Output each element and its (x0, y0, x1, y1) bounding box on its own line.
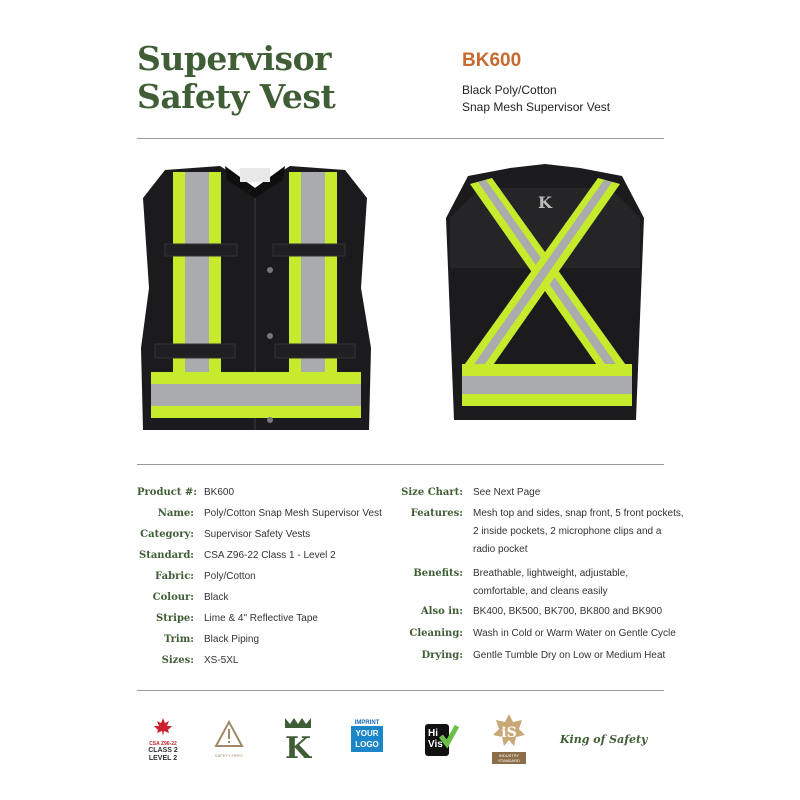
spec-label: Colour: (152, 592, 194, 603)
spec-label: Features: (410, 508, 463, 519)
king-k-logo (281, 716, 315, 760)
spec-row (137, 507, 382, 528)
spec-value: Gentle Tumble Dry on Low or Medium Heat (473, 650, 666, 661)
spec-label: Product #: (137, 487, 197, 498)
subtitle-line-1: Black Poly/Cotton (462, 83, 557, 97)
spec-row (395, 649, 684, 671)
hi-vis-badge (423, 720, 459, 758)
spec-value-line: Mesh top and sides, snap front, 5 front pockets, (473, 508, 684, 519)
spec-table-left (137, 486, 382, 675)
spec-row (395, 565, 684, 605)
industry-label: INDUSTRY (498, 753, 520, 758)
spec-label: Name: (157, 508, 194, 519)
warning-triangle-icon (214, 720, 244, 748)
spec-value: Supervisor Safety Vests (204, 529, 311, 540)
csa-level-label: LEVEL 2 (148, 755, 178, 762)
industry-standard-seal-icon (492, 713, 526, 747)
spec-label: Category: (140, 529, 194, 540)
spec-row (137, 549, 382, 570)
imprint-your-label: YOUR (355, 729, 379, 738)
spec-value-line: comfortable, and cleans easily (473, 586, 608, 597)
spec-row (137, 528, 382, 549)
spec-label: Cleaning: (409, 628, 463, 639)
spec-value: BK600 (204, 487, 235, 498)
spec-row (137, 570, 382, 591)
spec-value-line: 2 inside pockets, 2 microphone clips and a (473, 526, 662, 537)
maple-leaf-icon (153, 718, 173, 736)
svg-text:K: K (284, 731, 312, 760)
spec-row (395, 486, 684, 507)
spec-value (473, 505, 684, 565)
svg-text:iS: iS (501, 725, 517, 741)
spec-row (395, 605, 684, 627)
spec-value: CSA Z96-22 Class 1 - Level 2 (204, 550, 336, 561)
industry-standard-badge (492, 713, 526, 764)
standard-label: STANDARD (498, 758, 520, 763)
spec-label: Stripe: (156, 613, 194, 624)
spec-value: Black Piping (204, 634, 260, 645)
king-of-safety-wordmark: King of Safety (560, 733, 648, 746)
divider-middle (137, 464, 664, 465)
spec-label: Trim: (163, 634, 194, 645)
spec-value-line: Breathable, lightweight, adjustable, (473, 568, 629, 579)
vest-front-image (135, 158, 375, 438)
spec-row (395, 627, 684, 649)
csa-badge (143, 718, 183, 763)
safety-first-badge (211, 720, 247, 758)
spec-value: Poly/Cotton Snap Mesh Supervisor Vest (204, 508, 382, 519)
csa-standard-label: CSA Z96-22 (149, 741, 177, 747)
title-line-1: Supervisor (137, 39, 331, 78)
spec-row (137, 612, 382, 633)
vis-label: Vis (428, 739, 443, 750)
spec-label: Sizes: (161, 655, 194, 666)
svg-text:K: K (538, 193, 552, 212)
spec-label: Benefits: (413, 568, 463, 579)
industry-standard-label (492, 752, 526, 764)
spec-row (137, 633, 382, 654)
safety-first-label: SAFETY FIRST (214, 753, 244, 758)
subtitle-line-2: Snap Mesh Supervisor Vest (462, 100, 611, 114)
spec-value: Wash in Cold or Warm Water on Gentle Cycle (473, 628, 676, 639)
title-line-2: Safety Vest (137, 77, 336, 116)
spec-value: Poly/Cotton (204, 571, 256, 582)
page-title (137, 40, 335, 116)
spec-row (137, 591, 382, 612)
divider-top (137, 138, 664, 139)
spec-value (473, 565, 628, 605)
spec-value: BK400, BK500, BK700, BK800 and BK900 (473, 606, 663, 617)
product-code: BK600 (462, 50, 522, 71)
spec-value: See Next Page (473, 487, 541, 498)
csa-class-label: CLASS 2 (148, 747, 178, 754)
divider-bottom (137, 690, 664, 691)
imprint-logo-badge (351, 720, 383, 752)
spec-row (395, 505, 684, 565)
imprint-box (351, 726, 383, 752)
spec-label: Also in: (420, 606, 463, 617)
spec-value: Black (204, 592, 229, 603)
logo-row (137, 708, 664, 768)
spec-value: Lime & 4" Reflective Tape (204, 613, 318, 624)
imprint-label: IMPRINT (354, 720, 380, 726)
spec-label: Size Chart: (401, 487, 463, 498)
spec-label: Standard: (138, 550, 194, 561)
spec-value-line: radio pocket (473, 544, 528, 555)
vest-back-image (440, 158, 650, 438)
spec-table-right (395, 486, 684, 671)
imprint-logo-label: LOGO (355, 740, 379, 749)
spec-label: Fabric: (155, 571, 194, 582)
product-subtitle (462, 82, 610, 116)
spec-label: Drying: (421, 650, 463, 661)
hi-vis-text (428, 728, 443, 750)
spec-value: XS-5XL (204, 655, 239, 666)
spec-row (137, 486, 382, 507)
spec-row (137, 654, 382, 675)
hi-label: Hi (428, 728, 438, 739)
